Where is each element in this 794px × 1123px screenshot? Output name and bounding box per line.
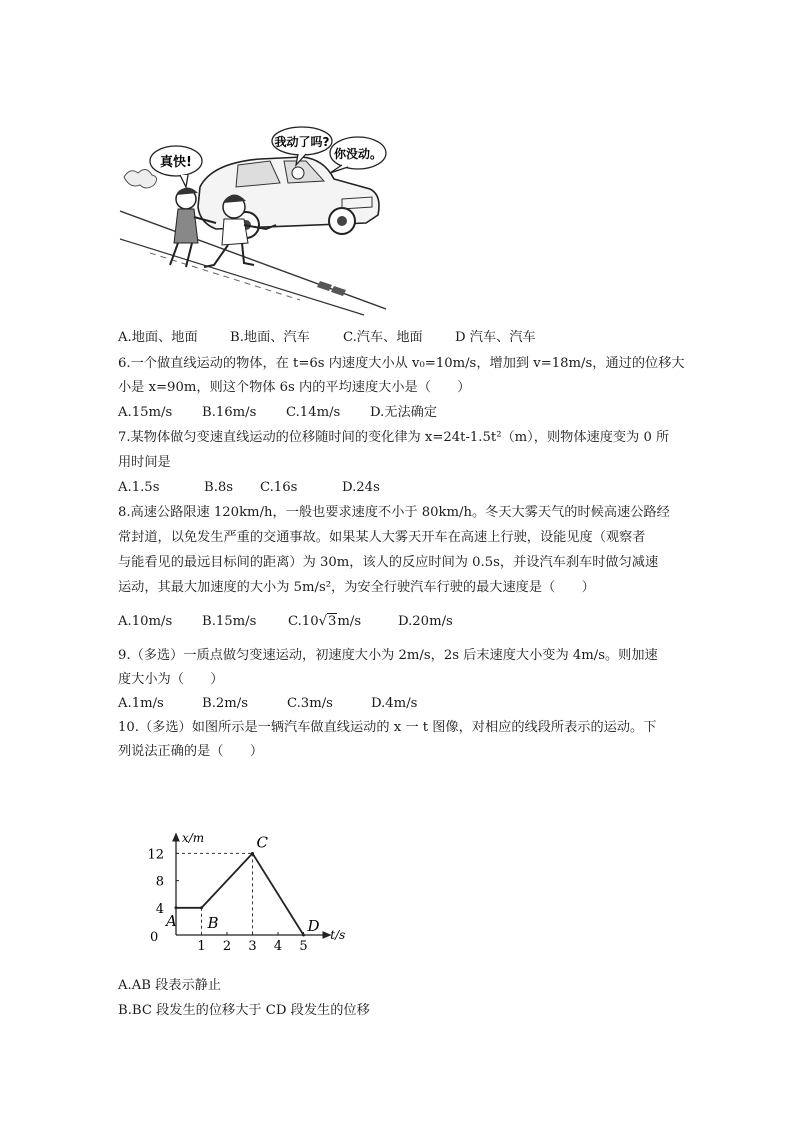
q5-option-b: B.地面、汽车	[230, 330, 310, 345]
q6-option-d: D.无法确定	[370, 405, 438, 420]
point-a	[175, 906, 178, 909]
q6-stem-line1: 6.一个做直线运动的物体，在 t=6s 内速度大小从 v₀=10m/s，增加到 v=18m/s，通过的位移大	[118, 356, 685, 371]
bubble-text-left: 真快!	[160, 155, 192, 170]
x-tick-label: 4	[273, 939, 283, 954]
bubble-text-mid: 我动了吗?	[274, 135, 330, 149]
q10-stem-line1: 10.（多选）如图所示是一辆汽车做直线运动的 x 一 t 图像，对相应的线段所表示的运动。下	[118, 720, 657, 735]
q9-stem-line1: 9.（多选）一质点做匀变速运动，初速度大小为 2m/s，2s 后末速度大小变为 4m/s。则加速	[118, 648, 658, 663]
point-c	[251, 852, 254, 855]
q8-option-b: B.15m/s	[202, 614, 257, 629]
q7-stem-line1: 7.某物体做匀变速直线运动的位移随时间的变化律为 x=24t-1.5t²（m），则物体速度变为 0 所	[118, 430, 670, 445]
point-label-b: B	[207, 913, 219, 932]
x-tick-label: 5	[299, 939, 308, 954]
q8-option-c-radicand: 3	[328, 614, 337, 629]
q5-options	[118, 328, 536, 348]
q9-option-c: C.3m/s	[287, 696, 333, 711]
q9-stem-line2: 度大小为（ ）	[118, 672, 224, 687]
q9-options	[118, 694, 417, 714]
origin-label: 0	[150, 930, 159, 945]
bubble-text-right: 你没动。	[333, 147, 383, 161]
q8-option-a: A.10m/s	[118, 614, 173, 629]
q8-stem-line2: 常封道，以免发生严重的交通事故。如果某人大雾天开车在高速上行驶，设能见度（观察者	[118, 530, 646, 545]
q7-option-d: D.24s	[342, 480, 380, 495]
sqrt-symbol: √3	[318, 614, 337, 629]
q6-option-a: A.15m/s	[118, 405, 173, 420]
x-tick-label: 2	[222, 939, 232, 954]
q9-option-b: B.2m/s	[202, 696, 248, 711]
q7-option-c: C.16s	[260, 480, 298, 495]
q7-option-a: A.1.5s	[118, 480, 160, 495]
q8-option-c	[288, 612, 398, 632]
xt-graph	[128, 782, 346, 954]
y-axis-label: x/m	[182, 830, 205, 845]
q6-stem-line2: 小是 x=90m，则这个物体 6s 内的平均速度大小是（ ）	[118, 380, 471, 395]
q8-option-c-unit: m/s	[337, 614, 362, 629]
q9-option-a: A.1m/s	[118, 696, 164, 711]
q10-option-a: A.AB 段表示静止	[118, 978, 222, 993]
point-label-d: D	[307, 917, 320, 935]
y-tick-label: 8	[155, 874, 164, 890]
q8-options	[118, 612, 453, 632]
q10-stem-line2: 列说法正确的是（ ）	[118, 744, 264, 759]
car-cartoon-illustration	[120, 103, 386, 315]
point-label-a: A	[166, 911, 177, 930]
q8-stem-line4: 运动，其最大加速度的大小为 5m/s²，为安全行驶汽车行驶的最大速度是（ ）	[118, 580, 595, 595]
q5-option-c: C.汽车、地面	[343, 330, 423, 345]
q5-option-a: A.地面、地面	[118, 330, 198, 345]
q6-option-c: C.14m/s	[286, 405, 341, 420]
series-line	[176, 853, 304, 935]
q6-option-b: B.16m/s	[202, 405, 257, 420]
y-tick-label: 12	[147, 847, 164, 863]
point-label-c: C	[256, 833, 268, 852]
q7-options	[118, 478, 380, 498]
q7-stem-line2: 用时间是	[118, 455, 171, 470]
x-axis-label: t/s	[330, 928, 346, 942]
point-d	[302, 934, 305, 937]
x-tick-label: 3	[248, 939, 257, 954]
x-tick-label: 1	[197, 939, 206, 954]
point-b	[200, 906, 203, 909]
q8-stem-line3: 与能看见的最远目标间的距离）为 30m，该人的反应时间为 0.5s，并设汽车刹车时做匀减速	[118, 555, 659, 570]
q8-stem-line1: 8.高速公路限速 120km/h，一般也要求速度不小于 80km/h。冬天大雾天气的时候高速公路经	[118, 505, 670, 520]
q10-option-b: B.BC 段发生的位移大于 CD 段发生的位移	[118, 1003, 370, 1018]
q6-options	[118, 403, 437, 423]
q5-option-d: D 汽车、汽车	[455, 330, 536, 345]
q8-option-d: D.20m/s	[398, 614, 453, 629]
y-tick-label: 4	[155, 901, 164, 917]
q7-option-b: B.8s	[204, 480, 234, 495]
q8-option-c-prefix: C.10	[288, 614, 319, 629]
q9-option-d: D.4m/s	[371, 696, 418, 711]
